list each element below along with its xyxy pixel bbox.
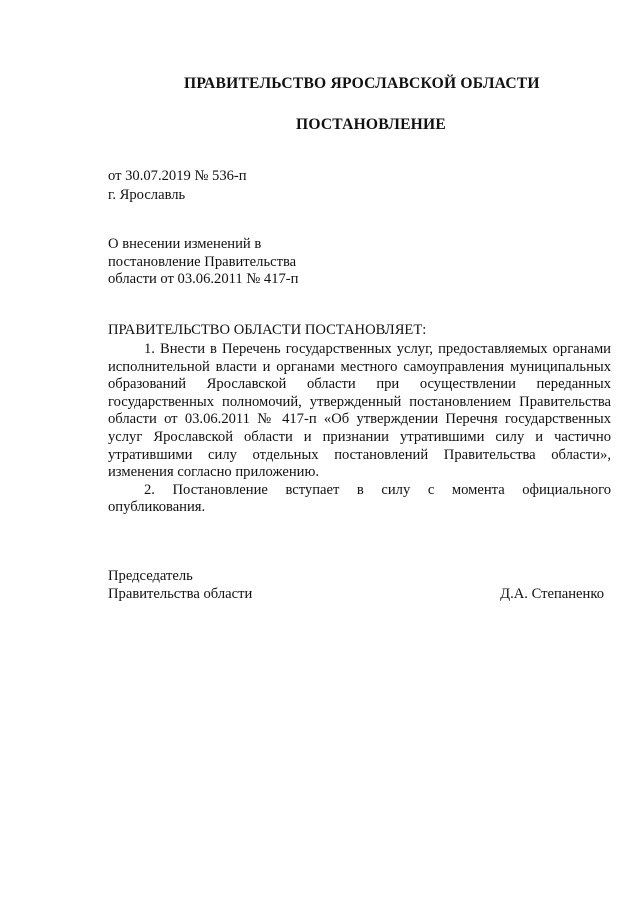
signature-row — [108, 585, 604, 603]
document-subject — [108, 236, 298, 289]
document-type-title: ПОСТАНОВЛЕНИЕ — [296, 116, 446, 133]
paragraph-2: 2. Постановление вступает в силу с момента официального опубликования. — [108, 481, 611, 516]
subject-line-2: постановление Правительства — [108, 253, 297, 270]
paragraph-1: 1. Внести в Перечень государственных услуг, предоставляемых органами исполнительной власти и органами местного самоуправления муниципальных образований Ярославской области при осуществлении переданных государственных полномочий, утвержденный постановлением Правительства области от 03.06.2011 № 417-п «Об утверждении Перечня государственных услуг Ярославской области и признании утратившими силу и частично утратившими силу отдельных постановлений Правительства области», изменения согласно приложению. — [108, 341, 611, 481]
document-meta — [108, 167, 247, 205]
date-number-line: от 30.07.2019 № 536-п — [108, 168, 247, 184]
subject-line-1: О внесении изменений в — [108, 236, 262, 252]
signature-block — [108, 567, 604, 603]
signer-position-line-2: Правительства области — [108, 586, 253, 602]
signer-name: Д.А. Степаненко — [500, 586, 604, 602]
subject-line-3: области от 03.06.2011 № 417-п — [108, 271, 299, 287]
document-body — [108, 341, 611, 517]
decree-heading: ПРАВИТЕЛЬСТВО ОБЛАСТИ ПОСТАНОВЛЯЕТ: — [108, 322, 427, 338]
signer-position-line-1: Председатель — [108, 568, 193, 584]
government-title: ПРАВИТЕЛЬСТВО ЯРОСЛАВСКОЙ ОБЛАСТИ — [184, 75, 540, 92]
city-line: г. Ярославль — [108, 187, 186, 203]
